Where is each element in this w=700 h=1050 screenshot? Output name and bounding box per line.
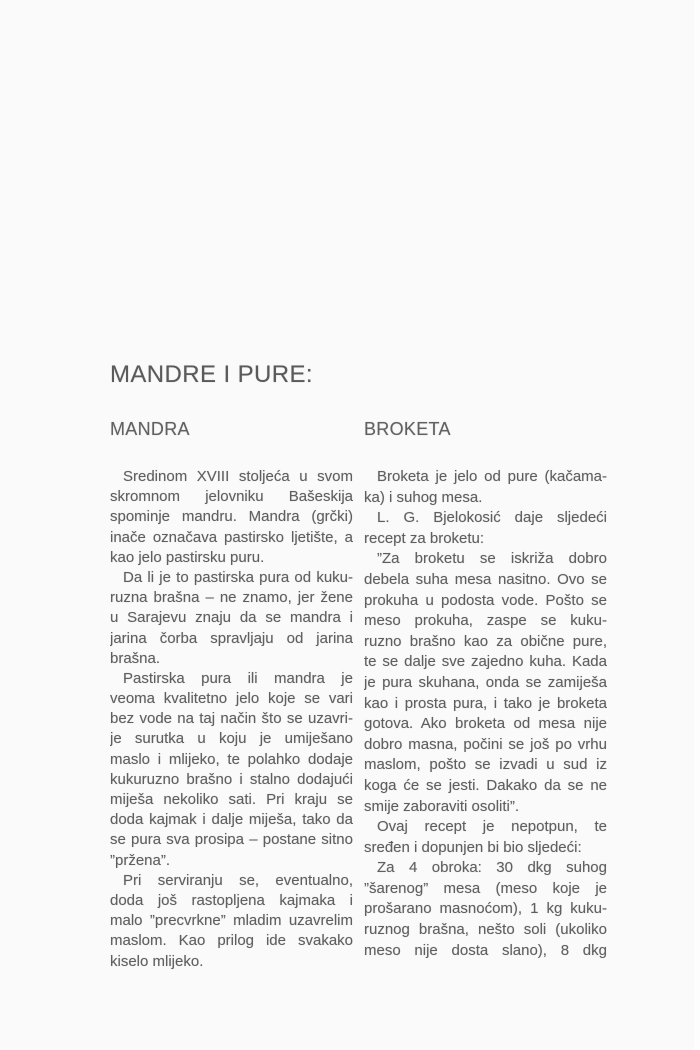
text-line: spominje mandru. Mandra (grčki) [110, 508, 353, 526]
text-line: inače označava pastirsko ljetište, a [110, 528, 353, 546]
paragraph [364, 549, 607, 817]
text-line: prošarano masnoćom), 1 kg kuku- [364, 900, 607, 918]
text-line: Ovaj recept je nepotpun, te [377, 818, 607, 836]
text-line: debela suha mesa nasitno. Ovo se [364, 570, 607, 588]
page-title: MANDRE I PURE: [110, 361, 313, 388]
paragraph [364, 467, 607, 508]
text-line: se pura sva prosipa – postane sitno [110, 831, 353, 849]
paragraph [110, 467, 353, 568]
column-mandra [110, 467, 353, 972]
text-line: u Sarajevu znaju da se mandra i [110, 609, 353, 627]
text-line: je pura skuhana, onda se zamiješa [364, 673, 607, 691]
text-line: je surutka u koju je umiješano [110, 730, 353, 748]
text-line: koga će se jesti. Dakako da se ne [364, 776, 607, 794]
column-broketa [364, 467, 607, 961]
text-line: Sredinom XVIII stoljeća u svom [123, 468, 353, 485]
text-line: meso prokuha, zaspe se kuku- [364, 612, 607, 630]
text-line: ruznog brašna, nešto soli (ukoliko [364, 921, 607, 939]
text-line: ruzno brašno kao za obične pure, [364, 632, 607, 650]
text-line: L. G. Bjelokosić daje sljedeći [377, 509, 607, 527]
text-line: Pri serviranju se, eventualno, [123, 871, 353, 889]
text-line: ”Za broketu se iskriža dobro [377, 550, 607, 568]
text-line: Za 4 obroka: 30 dkg suhog [377, 859, 607, 877]
text-line: malo ”precvrkne” mladim uzavrelim [110, 912, 353, 930]
section-heading-broketa: BROKETA [364, 419, 451, 439]
text-line: sređen i dopunjen bi bio sljedeći: [364, 838, 582, 856]
section-heading-mandra: MANDRA [110, 419, 190, 439]
text-line: jarina čorba spravljaju od jarina [110, 629, 353, 647]
text-line: recept za broketu: [364, 529, 485, 547]
paragraph [110, 568, 353, 669]
text-line: Pastirska pura ili mandra je [123, 669, 353, 687]
paragraph [364, 817, 607, 858]
paragraph [364, 508, 607, 549]
text-line: smije zaboraviti osoliti”. [364, 797, 520, 815]
text-line: skromnom jelovniku Bašeskija [110, 488, 353, 506]
text-line: maslo i mlijeko, te polahko dodaje [110, 750, 353, 768]
text-line: ruzna brašna – ne znamo, jer žene [110, 589, 353, 607]
paragraph [110, 669, 353, 871]
text-line: ka) i suhog mesa. [364, 488, 483, 506]
text-line: dobro masna, počini se još po vrhu [364, 735, 607, 753]
text-line: kao i prosta pura, i tako je broketa [364, 694, 607, 712]
text-line: maslom, pošto se izvadi u sud iz [364, 756, 607, 774]
paragraph [110, 871, 353, 972]
text-line: maslom. Kao prilog ide svakako [110, 932, 353, 950]
text-line: prokuha u podosta vode. Pošto se [364, 591, 607, 609]
text-line: gotova. Ako broketa od mesa nije [364, 715, 607, 733]
paragraph [364, 858, 607, 961]
text-line: te se dalje sve zajedno kuha. Kada [364, 653, 607, 671]
text-line: ”šarenog” mesa (meso koje je [364, 879, 607, 897]
text-line: Da li je to pastirska pura od kuku- [123, 568, 353, 586]
text-line: miješa nekoliko sati. Pri kraju se [110, 791, 353, 808]
text-line: kukuruzno brašno i stalno dodajući [110, 770, 353, 788]
text-line: Broketa je jelo od pure (kačama- [377, 468, 607, 485]
text-line: brašna. [110, 649, 161, 667]
text-line: meso nije dosta slano), 8 dkg [364, 941, 607, 959]
text-line: doda još rastopljena kajmaka i [110, 891, 353, 909]
text-line: bez vode na taj način što se uzavri- [110, 710, 353, 728]
text-line: veoma kvalitetno jelo koje se vari [110, 690, 353, 708]
text-line: kao jelo pastirsku puru. [110, 548, 265, 566]
text-line: kiselo mlijeko. [110, 952, 204, 970]
text-line: doda kajmak i dalje miješa, tako da [110, 811, 353, 829]
page-edge-highlight [694, 0, 700, 1050]
text-line: ”pržena”. [110, 851, 171, 869]
